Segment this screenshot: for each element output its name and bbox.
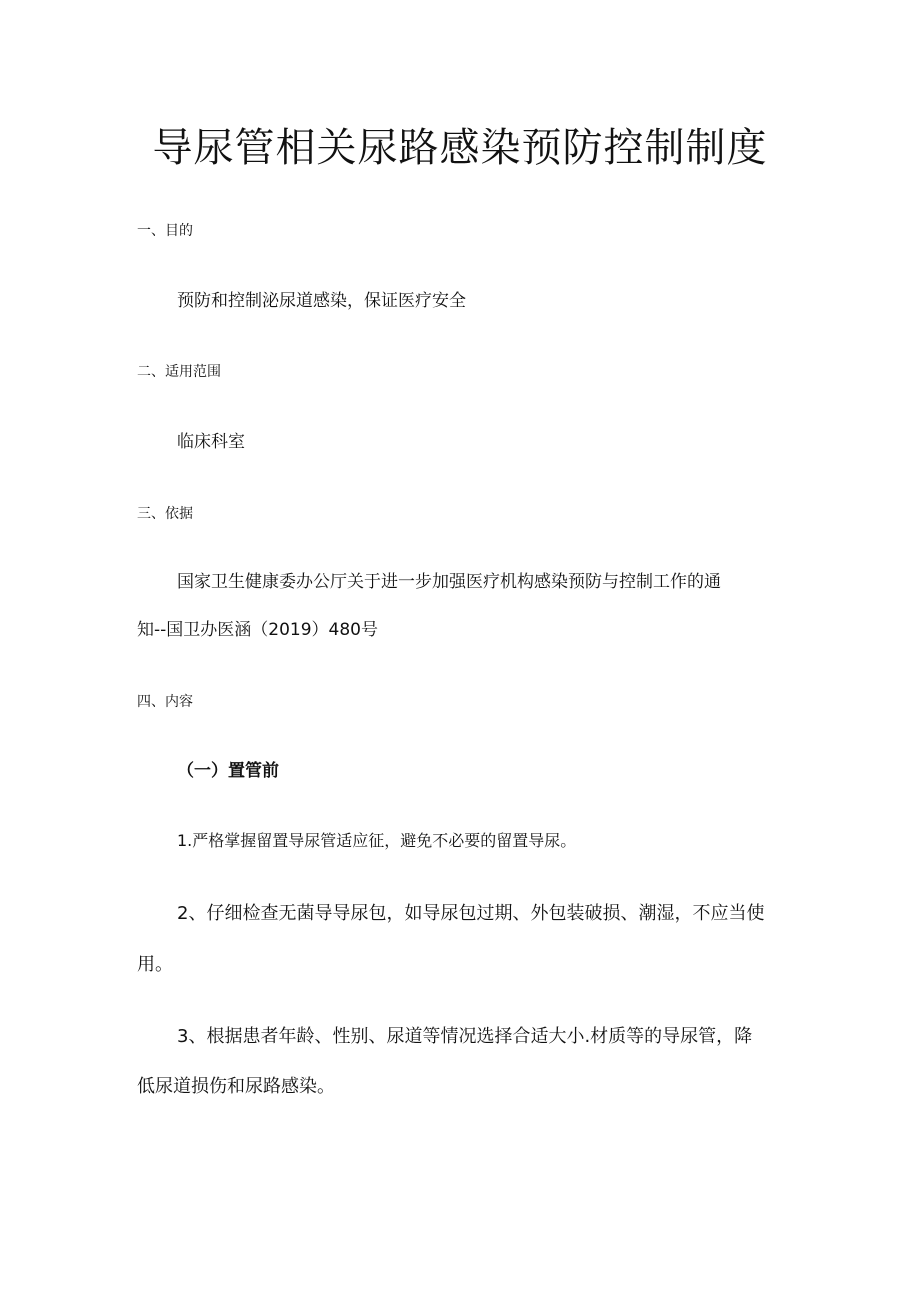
list-item-2-line1: 2、仔细检查无菌导导尿包，如导尿包过期、外包装破损、潮湿，不应当使 <box>177 903 765 924</box>
section-body-basis-line2: 知--国卫办医涵（2019）480号 <box>137 620 378 640</box>
list-item-3-line2: 低尿道损伤和尿路感染。 <box>137 1076 335 1097</box>
section-heading-scope: 二、适用范围 <box>137 364 221 380</box>
section-heading-purpose: 一、目的 <box>137 223 193 239</box>
document-title: 导尿管相关尿路感染预防控制制度 <box>152 125 768 171</box>
section-heading-content: 四、内容 <box>137 694 193 710</box>
list-item-1: 1.严格掌握留置导尿管适应征，避免不必要的留置导尿。 <box>177 831 577 850</box>
section-heading-basis: 三、依据 <box>137 506 193 522</box>
list-item-2-line2: 用。 <box>137 954 173 975</box>
list-item-3-line1: 3、根据患者年龄、性别、尿道等情况选择合适大小.材质等的导尿管，降 <box>177 1026 753 1047</box>
section-body-purpose: 预防和控制泌尿道感染，保证医疗安全 <box>177 291 466 311</box>
section-body-scope: 临床科室 <box>177 432 245 452</box>
subsection-heading-before-catheterization: （一）置管前 <box>177 761 279 781</box>
section-body-basis-line1: 国家卫生健康委办公厅关于进一步加强医疗机构感染预防与控制工作的通 <box>177 572 721 592</box>
